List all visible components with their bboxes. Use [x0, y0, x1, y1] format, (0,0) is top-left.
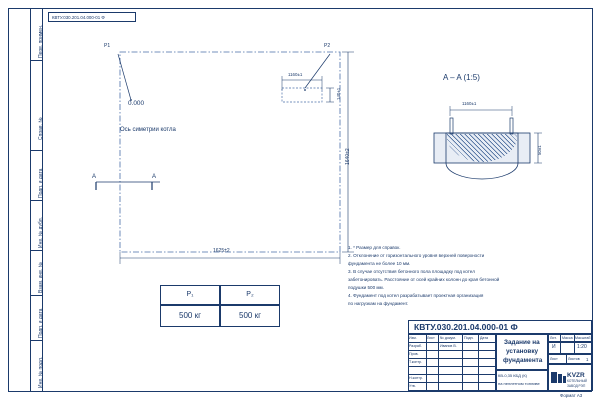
axis-note: Ось симетрии котла	[120, 127, 176, 133]
dim-top-h: 1160±1	[288, 72, 303, 77]
product-line-2: на пеллетном топливе	[498, 381, 540, 386]
note-5: подушки 500 мм.	[348, 285, 384, 290]
margin-label-6: Инв. № подл.	[38, 356, 44, 388]
load-table-header-p1	[160, 285, 220, 305]
load-header-0: P₁	[186, 290, 194, 298]
tb-col-sep	[478, 334, 479, 391]
tb-row-sep	[408, 350, 496, 351]
tb-col-sep	[426, 334, 427, 391]
title-block-code: КВТУ.030.201.04.000-01 Ф	[414, 322, 518, 332]
tb-name-0: Иванов В.	[440, 344, 457, 348]
tb-role-5: Утв.	[409, 384, 416, 388]
company-name: KVZR	[567, 372, 585, 379]
note-1: 2. Отклонение от горизонтального уровня верхней поверхности	[348, 253, 485, 258]
dim-top-v: 140±1	[336, 87, 341, 100]
margin-label-5: Подп. и дата	[38, 308, 44, 338]
load-table-value-p1	[160, 305, 220, 327]
title-line-1: установку	[506, 348, 539, 355]
margin-label-3: Инв. № дубл.	[38, 217, 44, 248]
note-2: фундамента не более 10 мм.	[348, 261, 411, 266]
note-7: по нагрузкам на фундамент.	[348, 301, 409, 306]
tb-row-sep	[408, 358, 496, 359]
mark-p2: P2	[324, 43, 331, 49]
section-dim-height: 50±1	[537, 145, 542, 155]
tb-role-2: Т.контр.	[409, 360, 423, 364]
load-table-header-p2	[220, 285, 280, 305]
dim-bottom: 1625±2	[213, 248, 230, 254]
margin-label-1: Справ. №	[38, 117, 44, 140]
load-table-value-p2	[220, 305, 280, 327]
zero-level-label: 0.000	[128, 100, 144, 107]
product-line-1: КВ-0,35 КБД (К)	[498, 373, 527, 378]
scale-header: Масштаб	[575, 336, 591, 340]
mass-header: Масса	[562, 336, 573, 340]
tb-col-header-1: Лист	[427, 336, 435, 340]
sheets-label: Листов	[568, 357, 580, 361]
note-0: 1. * Размер для справок.	[348, 245, 401, 250]
load-header-1: P₂	[246, 290, 254, 298]
section-title: A – A (1:5)	[443, 73, 480, 82]
note-4: забетонировать. Расстояние от осей крайних колонн до края бетонной	[348, 277, 500, 282]
title-line-2: фундамента	[503, 357, 543, 364]
load-value-0: 500 кг	[179, 311, 201, 321]
tb-row-sep	[408, 382, 496, 383]
tb-col-header-3: Подп.	[464, 336, 474, 340]
load-value-1: 500 кг	[239, 311, 261, 321]
tb-col-header-0: Изм.	[409, 336, 417, 340]
tb-row-sep	[408, 374, 496, 375]
tb-role-1: Пров.	[409, 352, 419, 356]
margin-label-0: Перв. примен.	[38, 24, 44, 58]
title-line-0: Задание на	[504, 339, 540, 346]
tb-role-4: Н.контр.	[409, 376, 423, 380]
lit-value: И	[552, 344, 556, 350]
mark-p1: P1	[104, 43, 111, 49]
tb-col-sep	[462, 334, 463, 391]
margin-label-4: Взам. инв. №	[38, 262, 44, 293]
section-mark-left: A	[92, 174, 97, 180]
tb-row-sep	[408, 342, 496, 343]
note-6: 4. Фундамент под котел разрабатывает проектная организация	[348, 293, 484, 298]
format-label: Формат А3	[560, 393, 583, 398]
note-3: 3. В случае отсутствия бетонного пола площадку под котел	[348, 269, 475, 274]
lit-header: Лит.	[550, 336, 557, 340]
section-dim-width: 1160±1	[462, 101, 477, 106]
sheets-value: 1	[586, 357, 589, 362]
margin-label-2: Подп. и дата	[38, 168, 44, 198]
sheet-col-sep	[566, 354, 567, 364]
top-stamp-text: КВТУ.030.201.04.000-01 Ф	[52, 15, 105, 20]
tb-col-header-2: № докум.	[440, 336, 456, 340]
company-sub-1: КОТЕЛЬНЫЙ	[567, 379, 587, 383]
tb-col-header-4: Дата	[480, 336, 488, 340]
company-sub-2: ЗАВОД РЭП	[567, 384, 586, 388]
scale-value: 1:20	[577, 344, 587, 350]
tb-col-sep	[438, 334, 439, 391]
section-mark-right: A	[152, 174, 157, 180]
sheet-label: Лист	[550, 357, 558, 361]
tb-row-sep	[408, 366, 496, 367]
dim-right: 1640±2	[345, 148, 351, 165]
tb-role-0: Разраб.	[409, 344, 422, 348]
